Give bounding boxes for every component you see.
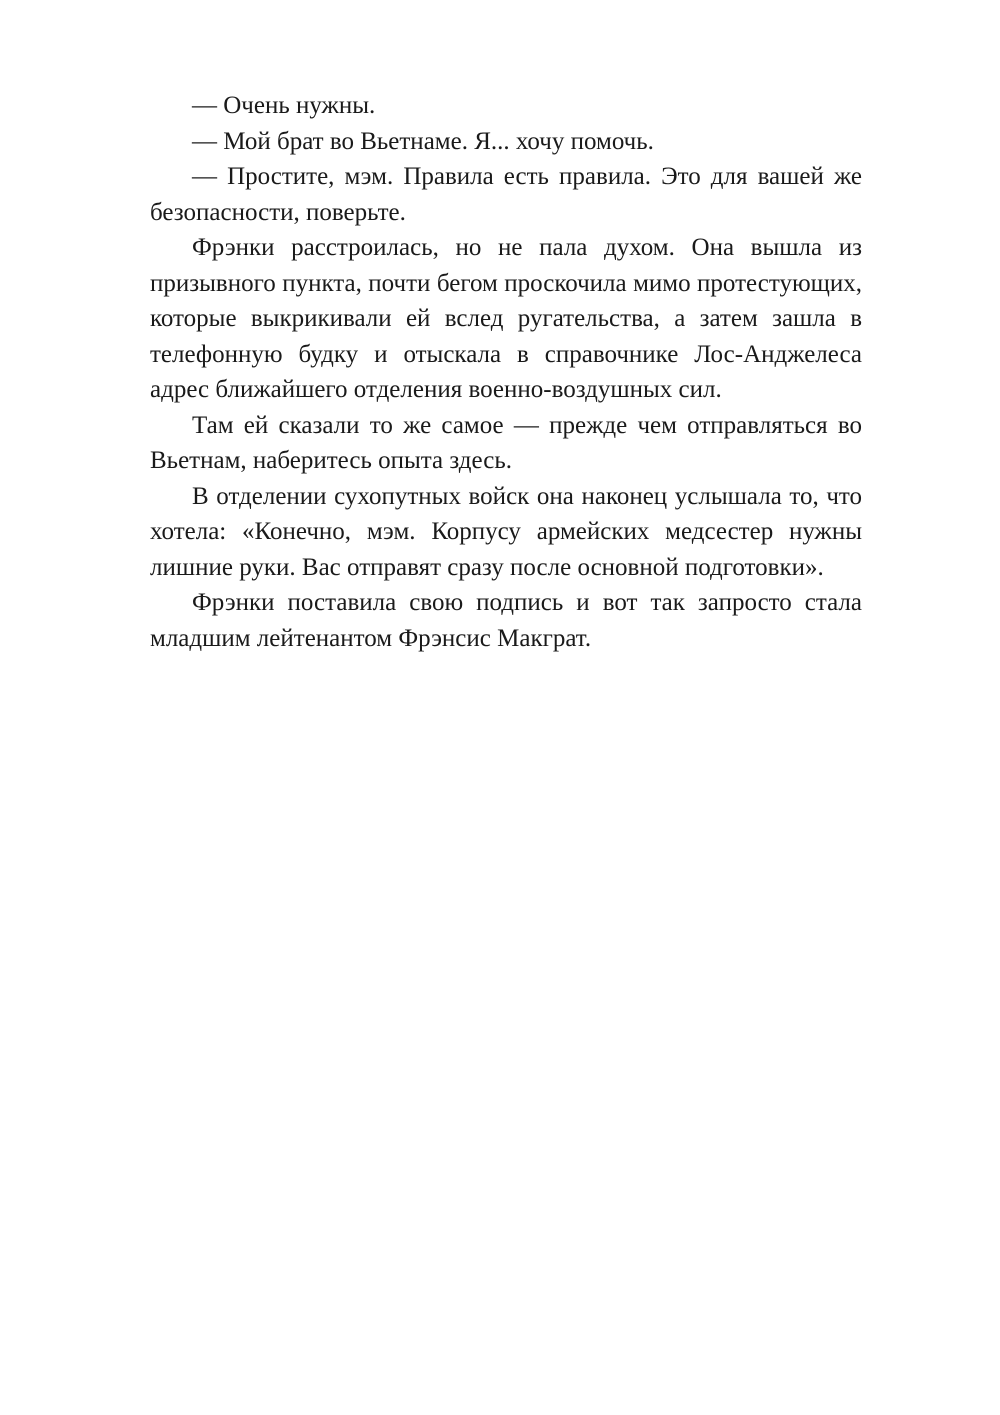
- dialogue-line: — Мой брат во Вьетнаме. Я... хочу помочь.: [192, 127, 654, 155]
- paragraph: Фрэнки поставила свою подпись и вот так запросто стала младшим лейтенантом Фрэнсис Макграт.: [150, 589, 862, 652]
- paragraph: Там ей сказали то же самое — прежде чем отправляться во Вьетнам, наберитесь опыта здесь.: [150, 411, 862, 474]
- dialogue-line: — Очень нужны.: [192, 92, 376, 119]
- dialogue-line: — Простите, мэм. Правила есть правила. Это для вашей же безопасности, поверьте.: [150, 163, 862, 226]
- paragraph: Фрэнки расстроилась, но не пала духом. Она вышла из призывного пункта, почти бегом проскочила мимо протестующих, которые выкрикивали ей вслед ругательства, а затем зашла в телефонную будку и отыскала в справочнике Лос-Анджелеса адрес ближайшего отделения военно-воздушных сил.: [150, 234, 862, 403]
- paragraph: В отделении сухопутных войск она наконец услышала то, что хотела: «Конечно, мэм. Корпусу армейских медсестер нужны лишние руки. Вас отправят сразу после основной подготовки».: [150, 482, 862, 581]
- body-text: [150, 88, 862, 656]
